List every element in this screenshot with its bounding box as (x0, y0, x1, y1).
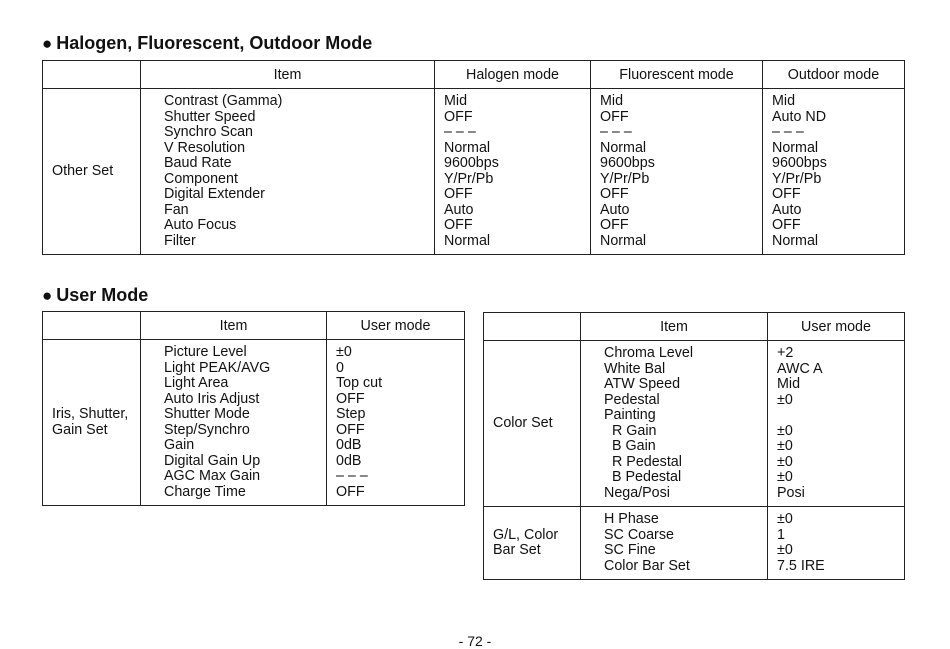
item-label: Chroma Level (604, 345, 693, 361)
value: 1 (777, 526, 785, 543)
category-other-set: Other Set (43, 89, 141, 255)
outdoor-values (763, 89, 905, 255)
page-number: - 72 - (458, 633, 492, 649)
item-label: R Pedestal (612, 453, 682, 470)
item-label: SC Fine (604, 542, 656, 558)
item-label: V Resolution (164, 139, 246, 156)
item-label: Contrast (Gamma) (164, 93, 283, 109)
item-label: Component (164, 170, 238, 187)
value: OFF (600, 108, 629, 125)
mode-table (42, 60, 905, 255)
item-label: Painting (604, 407, 656, 423)
item-label: Digital Gain Up (164, 452, 261, 469)
item-label: Gain (164, 437, 195, 453)
value: Auto (600, 201, 630, 218)
user-mode-values (327, 340, 465, 506)
header-fluorescent: Fluorescent mode (591, 61, 763, 89)
category-line: Bar Set (493, 542, 541, 558)
value: ±0 (777, 469, 793, 485)
bullet-icon: ● (42, 34, 53, 53)
header-blank (43, 312, 141, 340)
value: 0dB (336, 452, 362, 469)
item-label: Digital Extender (164, 186, 265, 202)
value: Mid (777, 376, 801, 392)
category-color-set: Color Set (484, 341, 581, 507)
value: Auto (444, 201, 474, 218)
user-mode-table-color (483, 312, 905, 580)
item-label: Auto Iris Adjust (164, 390, 260, 407)
user-mode-values (768, 341, 905, 507)
value: 9600bps (600, 155, 655, 171)
value: Mid (444, 93, 468, 109)
value: OFF (772, 217, 801, 233)
bullet-icon: ● (42, 286, 53, 305)
section-title: Halogen, Fluorescent, Outdoor Mode (56, 33, 373, 53)
value: Normal (600, 232, 647, 249)
item-label: H Phase (604, 511, 659, 527)
category-line: Gain Set (52, 421, 108, 438)
item-label: SC Coarse (604, 526, 674, 543)
value: Normal (444, 139, 491, 156)
user-mode-values (768, 507, 905, 580)
header-item: Item (141, 61, 435, 89)
value: – – – (336, 468, 368, 484)
value: Normal (772, 232, 819, 249)
item-label: Filter (164, 232, 196, 249)
item-label: ATW Speed (604, 376, 681, 392)
category-line: G/L, Color (493, 526, 559, 543)
value: AWC A (777, 360, 823, 377)
section-heading-user-mode (42, 285, 148, 306)
value: Posi (777, 484, 805, 501)
item-label: Auto Focus (164, 217, 237, 233)
value: OFF (600, 217, 629, 233)
item-label: AGC Max Gain (164, 468, 261, 484)
category-iris-shutter-gain-set (43, 340, 141, 506)
value: Step (336, 406, 366, 422)
value: Mid (600, 93, 624, 109)
value: 9600bps (444, 155, 499, 171)
table-row (484, 507, 905, 580)
item-label: R Gain (612, 422, 657, 439)
table-header-row (43, 312, 465, 340)
header-user-mode: User mode (768, 313, 905, 341)
item-label: White Bal (604, 360, 666, 377)
table-header-row (484, 313, 905, 341)
value: ±0 (777, 542, 793, 558)
table-header-row (43, 61, 905, 89)
item-label: Light PEAK/AVG (164, 359, 271, 376)
value: OFF (444, 186, 473, 202)
item-label: Baud Rate (164, 155, 232, 171)
value (777, 408, 904, 424)
user-mode-table-iris (42, 311, 465, 506)
table-row (43, 340, 465, 506)
value: 0dB (336, 437, 362, 453)
fluorescent-values (591, 89, 763, 255)
item-label: Light Area (164, 375, 229, 391)
value: – – – (444, 124, 476, 140)
value: ±0 (777, 438, 793, 454)
value: 7.5 IRE (777, 557, 825, 574)
value: OFF (336, 421, 365, 438)
value: ±0 (777, 391, 793, 408)
item-list (141, 340, 327, 506)
item-list (581, 341, 768, 507)
value: OFF (772, 186, 801, 202)
section-heading-halogen (42, 33, 372, 54)
value: Y/Pr/Pb (772, 170, 822, 187)
item-label: Charge Time (164, 483, 246, 500)
item-label: B Pedestal (612, 469, 682, 485)
halogen-values (435, 89, 591, 255)
item-label: Shutter Speed (164, 108, 256, 125)
value: OFF (444, 108, 473, 125)
value: Y/Pr/Pb (600, 170, 650, 187)
item-label: Step/Synchro (164, 421, 250, 438)
header-user-mode: User mode (327, 312, 465, 340)
header-halogen: Halogen mode (435, 61, 591, 89)
value: ±0 (777, 453, 793, 470)
value: – – – (772, 124, 804, 140)
value: ±0 (777, 422, 793, 439)
header-blank (484, 313, 581, 341)
category-line: Iris, Shutter, (52, 406, 129, 422)
category-gl-color-bar-set (484, 507, 581, 580)
section-title: User Mode (56, 285, 149, 305)
value: Normal (444, 232, 491, 249)
value: 0 (336, 359, 344, 376)
item-label: Color Bar Set (604, 557, 690, 574)
value: OFF (444, 217, 473, 233)
value: Auto (772, 201, 802, 218)
value: Top cut (336, 375, 383, 391)
value: 9600bps (772, 155, 827, 171)
item-label: Picture Level (164, 344, 247, 360)
header-outdoor: Outdoor mode (763, 61, 905, 89)
value: ±0 (777, 511, 793, 527)
value: Auto ND (772, 108, 827, 125)
table-row (43, 89, 905, 255)
item-label: B Gain (612, 438, 656, 454)
value: Y/Pr/Pb (444, 170, 494, 187)
header-item: Item (581, 313, 768, 341)
item-label: Shutter Mode (164, 406, 250, 422)
item-label: Nega/Posi (604, 484, 670, 501)
value: Mid (772, 93, 796, 109)
value: OFF (336, 483, 365, 500)
value: OFF (336, 390, 365, 407)
value: +2 (777, 345, 794, 361)
item-label: Fan (164, 201, 189, 218)
value: ±0 (336, 344, 352, 360)
value: OFF (600, 186, 629, 202)
header-blank (43, 61, 141, 89)
value: Normal (600, 139, 647, 156)
table-row (484, 341, 905, 507)
item-label: Synchro Scan (164, 124, 254, 140)
header-item: Item (141, 312, 327, 340)
item-list (581, 507, 768, 580)
item-label: Pedestal (604, 391, 660, 408)
value: – – – (600, 124, 632, 140)
item-list (141, 89, 435, 255)
value: Normal (772, 139, 819, 156)
